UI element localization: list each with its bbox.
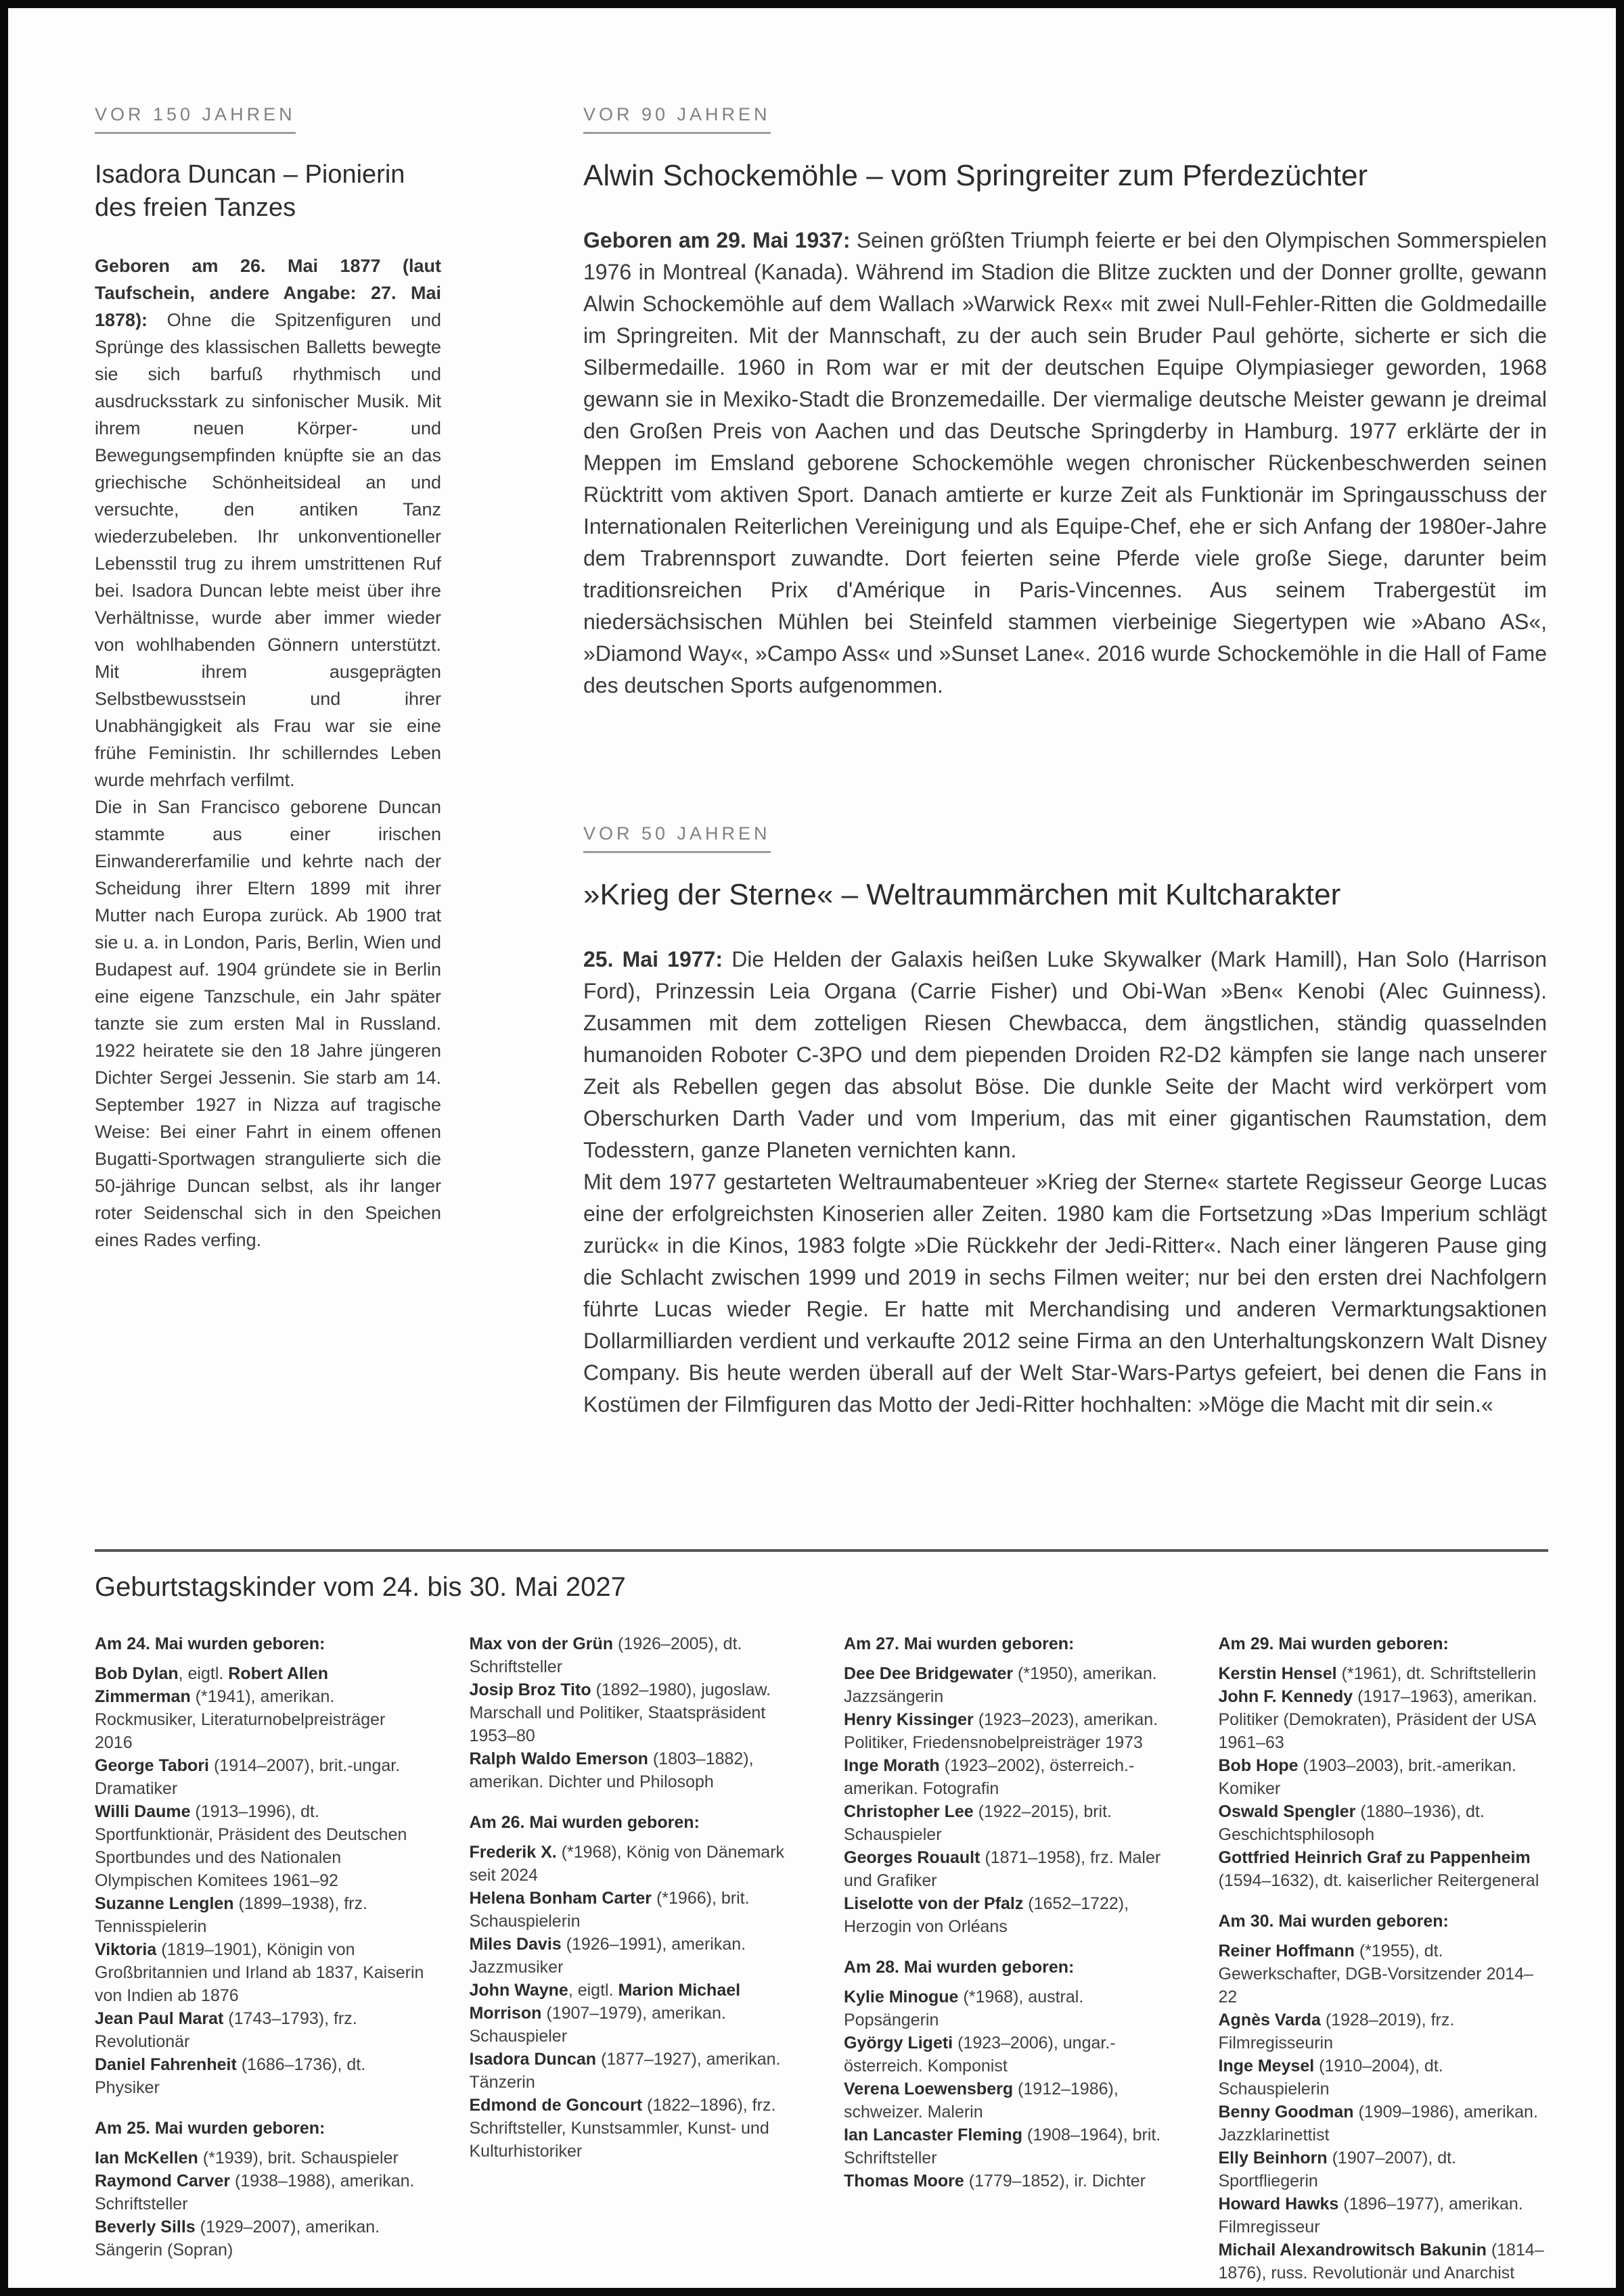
- person-description: (1819–1901), Königin von Großbritannien und Irland ab 1837, Kaiserin von Indien ab 1876: [95, 1940, 424, 2005]
- birthday-entry: [844, 2031, 1174, 2077]
- birthday-entry: [95, 2215, 425, 2261]
- birthday-entry: [1219, 1754, 1549, 1800]
- person-description: (*1939), brit. Schauspieler: [198, 2149, 399, 2167]
- person-name: Howard Hawks: [1218, 2195, 1339, 2213]
- person-description: (1912–1986), schweizer. Malerin: [844, 2080, 1119, 2121]
- paragraph: [583, 225, 1547, 702]
- person-name: Bob Dylan: [95, 1664, 179, 1683]
- birthdays-column-2: [470, 1632, 800, 2163]
- person-name: Benny Goodman: [1218, 2103, 1354, 2121]
- person-description: (1938–1988), amerikan. Schriftsteller: [95, 2172, 415, 2213]
- article-alwin-schockemoehle: [583, 104, 1547, 702]
- person-description: (1896–1977), amerikan. Filmregisseur: [1218, 2195, 1523, 2236]
- article-title: Alwin Schockemöhle – vom Springreiter zum Pferdezüchter: [583, 159, 1368, 192]
- birthdays-column-1: [95, 1632, 425, 2261]
- birthday-day-header: Am 25. Mai wurden geboren:: [95, 2119, 325, 2138]
- birthday-entry: [1219, 1685, 1549, 1754]
- person-name: Daniel Fahrenheit: [95, 2055, 237, 2074]
- person-description: (1892–1980), jugoslaw. Marschall und Politiker, Staatspräsident 1953–80: [469, 1680, 771, 1745]
- paragraph-text: Ohne die Spitzenfiguren und Sprünge des klassischen Balletts bewegte sie sich barfuß rhythmisch und ausdrucksstark zu sinfonischer Musik. Mit ihrem neuen Körper- und Bewegungsempfinden knüpfte sie an das griechische Schönheitsideal an und versuchte, den antiken Tanz wiederzubeleben. Ihr unkonventioneller Lebensstil trug zu ihrem umstrittenen Ruf bei. Isadora Duncan lebte meist über ihre Verhältnisse, wurde aber immer wieder von wohlhabenden Gönnern unterstützt. Mit ihrem ausgeprägten Selbstbewusstsein und ihrer Unabhängigkeit als Frau war sie eine frühe Feministin. Ihr schillerndes Leben wurde mehrfach verfilmt.: [95, 310, 441, 791]
- birthday-entry: [95, 1754, 425, 1800]
- birthday-entry: [844, 1892, 1174, 1938]
- article-krieg-der-sterne: [583, 823, 1547, 1421]
- person-description: , eigtl.: [568, 1981, 618, 2000]
- birthdays-column-4: [1219, 1632, 1549, 2284]
- article-title: Isadora Duncan – Pionierin des freien Tanzes: [95, 160, 405, 222]
- birthday-entry: [844, 1800, 1174, 1846]
- birthday-day-header: Am 28. Mai wurden geboren:: [844, 1958, 1075, 1977]
- person-name: Beverly Sills: [95, 2218, 196, 2236]
- person-description: (1594–1632), dt. kaiserlicher Reitergeneral: [1218, 1871, 1539, 1890]
- person-description: (1923–2006), ungar.-österreich. Komponist: [844, 2034, 1116, 2075]
- person-name: Josip Broz Tito: [469, 1680, 591, 1699]
- birthdays-heading: Geburtstagskinder vom 24. bis 30. Mai 2027: [95, 1572, 626, 1602]
- birthday-entry: [95, 2053, 425, 2099]
- person-description: (1907–2007), dt. Sportfliegerin: [1218, 2149, 1457, 2190]
- birthday-entry: [470, 1678, 800, 1747]
- person-name: Dee Dee Bridgewater: [844, 1664, 1014, 1683]
- kicker-vor-150-jahren: VOR 150 JAHREN: [95, 104, 296, 134]
- person-name: Verena Loewensberg: [844, 2080, 1014, 2098]
- birthday-entry: [1219, 1846, 1549, 1892]
- article-body: [583, 225, 1547, 702]
- person-name: Inge Meysel: [1218, 2057, 1315, 2075]
- article-body: [583, 944, 1547, 1421]
- birthday-day-header: Am 26. Mai wurden geboren:: [469, 1813, 700, 1832]
- person-description: (1814–1876), russ. Revolutionär und Anarchist: [1218, 2241, 1544, 2282]
- paragraph: Mit dem 1977 gestarteten Weltraumabenteuer »Krieg der Sterne« startete Regisseur George Lucas eine der erfolgreichsten Kinoserien aller Zeiten. 1980 kam die Fortsetzung »Das Imperium schlägt zurück« in die Kinos, 1983 folgte »Die Rückkehr der Jedi-Ritter«. Nach einer längeren Pause ging die Schlacht zwischen 1999 und 2019 in sechs Filmen weiter; nur bei den ersten drei Nachfolgern führte Lucas wieder Regie. Er hatte mit Merchandising und anderen Vermarktungsaktionen Dollarmilliarden verdient und verkaufte 2012 seine Firma an den Unterhaltungskonzern Walt Disney Company. Bis heute werden überall auf der Welt Star-Wars-Partys gefeiert, bei denen die Fans in Kostümen der Filmfiguren das Motto der Jedi-Ritter hochhalten: »Möge die Macht mit dir sein.«: [583, 1170, 1547, 1417]
- birthday-day-header: Am 30. Mai wurden geboren:: [1218, 1912, 1449, 1931]
- person-description: (*1941), amerikan. Rockmusiker, Literaturnobelpreisträger 2016: [95, 1687, 386, 1752]
- birthday-day-header: Am 29. Mai wurden geboren:: [1218, 1634, 1449, 1653]
- birthday-entry: [1219, 2238, 1549, 2284]
- person-description: (1926–2005), dt. Schriftsteller: [469, 1634, 742, 1676]
- person-description: (*1961), dt. Schriftstellerin: [1336, 1664, 1537, 1683]
- birthday-entry: [470, 1747, 800, 1793]
- birthday-entry: [1219, 1662, 1549, 1685]
- birthdays-section: [95, 1549, 1548, 2284]
- person-description: (1880–1936), dt. Geschichtsphilosoph: [1218, 1802, 1485, 1844]
- person-name: Robert Allen Zimmerman: [95, 1664, 328, 1706]
- person-description: (1928–2019), frz. Filmregisseurin: [1218, 2011, 1455, 2052]
- person-name: Thomas Moore: [844, 2172, 964, 2190]
- person-description: (1686–1736), dt. Physiker: [95, 2055, 366, 2097]
- person-name: Ralph Waldo Emerson: [469, 1749, 648, 1768]
- birthday-entry: [844, 2169, 1174, 2192]
- person-description: (*1968), König von Dänemark seit 2024: [469, 1843, 785, 1885]
- person-name: Max von der Grün: [469, 1634, 614, 1653]
- paragraph: [95, 252, 441, 794]
- paragraph-text: Die Helden der Galaxis heißen Luke Skywalker (Mark Hamill), Han Solo (Harrison Ford), Prinzessin Leia Organa (Carrie Fisher) und Obi-Wan »Ben« Kenobi (Alec Guinness). Zusammen mit dem zotteligen Riesen Chewbacca, dem ängstlichen, ständig quasselnden humanoiden Roboter C-3PO und dem piependen Droiden R2-D2 kämpfen sie lange nach unserer Zeit als Rebellen gegen das absolut Böse. Die dunkle Seite der Macht wird verkörpert vom Oberschurken Darth Vader und vom Imperium, das mit einer gigantischen Raumstation, dem Todesstern, ganze Planeten vernichten kann.: [583, 947, 1548, 1163]
- person-name: Raymond Carver: [95, 2172, 231, 2190]
- birthday-entry: [844, 1662, 1174, 1708]
- birthday-entry: [1219, 2100, 1549, 2146]
- article-title: »Krieg der Sterne« – Weltraummärchen mit Kultcharakter: [583, 878, 1341, 911]
- person-name: George Tabori: [95, 1756, 210, 1775]
- birthday-entry: [470, 1841, 800, 1887]
- person-name: Suzanne Lenglen: [95, 1894, 234, 1913]
- article-lead: 25. Mai 1977:: [583, 947, 723, 972]
- person-name: Inge Morath: [844, 1756, 940, 1775]
- birthday-entry: [1219, 1939, 1549, 2008]
- person-description: (1923–2023), amerikan. Politiker, Friedensnobelpreisträger 1973: [844, 1710, 1158, 1752]
- person-description: (1899–1938), frz. Tennisspielerin: [95, 1894, 367, 1936]
- person-name: Henry Kissinger: [844, 1710, 974, 1729]
- person-name: Georges Rouault: [844, 1848, 980, 1867]
- person-description: (1910–2004), dt. Schauspielerin: [1218, 2057, 1443, 2098]
- kicker-vor-50-jahren: VOR 50 JAHREN: [583, 823, 771, 853]
- person-description: (1923–2002), österreich.-amerikan. Fotografin: [844, 1756, 1135, 1798]
- person-name: Oswald Spengler: [1218, 1802, 1356, 1821]
- birthday-entry: [1219, 2146, 1549, 2192]
- person-name: Edmond de Goncourt: [469, 2096, 643, 2115]
- person-description: (*1955), dt. Gewerkschafter, DGB-Vorsitzender 2014–22: [1218, 1942, 1534, 2006]
- person-name: Liselotte von der Pfalz: [844, 1894, 1024, 1913]
- person-description: (1743–1793), frz. Revolutionär: [95, 2009, 357, 2051]
- article-lead: Geboren am 29. Mai 1937:: [583, 228, 851, 253]
- person-description: (1909–1986), amerikan. Jazzklarinettist: [1218, 2103, 1538, 2144]
- person-name: John F. Kennedy: [1218, 1687, 1353, 1706]
- person-description: (1929–2007), amerikan. Sängerin (Sopran): [95, 2218, 380, 2259]
- birthday-day-header: Am 27. Mai wurden geboren:: [844, 1634, 1075, 1653]
- person-name: Frederik X.: [469, 1843, 557, 1862]
- person-name: Helena Bonham Carter: [469, 1889, 652, 1908]
- person-description: (1922–2015), brit. Schauspieler: [844, 1802, 1112, 1844]
- article-isadora-duncan: [95, 104, 441, 1254]
- birthday-entry: [470, 2094, 800, 2163]
- person-name: Elly Beinhorn: [1218, 2149, 1328, 2167]
- person-description: (1803–1882), amerikan. Dichter und Philosoph: [469, 1749, 754, 1791]
- person-name: Reiner Hoffmann: [1218, 1942, 1355, 1960]
- birthday-entry: [95, 1892, 425, 1938]
- birthday-entry: [95, 1800, 425, 1892]
- person-name: Christopher Lee: [844, 1802, 974, 1821]
- birthday-entry: [95, 2007, 425, 2053]
- person-description: (1926–1991), amerikan. Jazzmusiker: [469, 1935, 746, 1977]
- person-description: (*1968), austral. Popsängerin: [844, 1988, 1084, 2029]
- person-name: Miles Davis: [469, 1935, 562, 1954]
- person-name: Isadora Duncan: [469, 2050, 597, 2069]
- person-name: György Ligeti: [844, 2034, 953, 2052]
- birthday-entry: [95, 1662, 425, 1754]
- paragraph: Die in San Francisco geborene Duncan stammte aus einer irischen Einwandererfamilie und kehrte nach der Scheidung ihrer Eltern 1899 mit ihrer Mutter nach Europa zurück. Ab 1900 trat sie u. a. in London, Paris, Berlin, Wien und Budapest auf. 1904 gründete sie in Berlin eine eigene Tanzschule, ein Jahr später tanzte sie zum ersten Mal in Russland. 1922 heiratete sie den 18 Jahre jüngeren Dichter Sergei Jessenin. Sie starb am 14. September 1927 in Nizza auf tragische Weise: Bei einer Fahrt in einem offenen Bugatti-Sportwagen strangulierte sich die 50-jährige Duncan selbst, als ihr langer roter Seidenschal sich in den Speichen eines Rades verfing.: [95, 797, 441, 1251]
- kicker-vor-90-jahren: VOR 90 JAHREN: [583, 104, 771, 134]
- person-description: (1913–1996), dt. Sportfunktionär, Präsident des Deutschen Sportbundes und des Nationalen Olympischen Komitees 1961–92: [95, 1802, 407, 1890]
- person-name: John Wayne: [469, 1981, 568, 2000]
- person-description: , eigtl.: [178, 1664, 229, 1683]
- person-name: Viktoria: [95, 1940, 157, 1959]
- birthday-entry: [1219, 1800, 1549, 1846]
- person-name: Bob Hope: [1218, 1756, 1299, 1775]
- birthday-entry: [1219, 2054, 1549, 2100]
- person-name: Kerstin Hensel: [1218, 1664, 1337, 1683]
- person-description: (1903–2003), brit.-amerikan. Komiker: [1218, 1756, 1516, 1798]
- birthday-entry: [844, 1985, 1174, 2031]
- person-description: (1779–1852), ir. Dichter: [964, 2172, 1146, 2190]
- person-description: (1914–2007), brit.-ungar. Dramatiker: [95, 1756, 401, 1798]
- birthday-entry: [844, 2123, 1174, 2169]
- person-description: (1907–1979), amerikan. Schauspieler: [469, 2004, 726, 2046]
- person-description: (1871–1958), frz. Maler und Grafiker: [844, 1848, 1161, 1890]
- birthday-entry: [95, 2146, 425, 2169]
- person-name: Gottfried Heinrich Graf zu Pappenheim: [1218, 1848, 1531, 1867]
- birthday-day-header: Am 24. Mai wurden geboren:: [95, 1634, 325, 1653]
- person-description: (*1950), amerikan. Jazzsängerin: [844, 1664, 1157, 1706]
- birthday-entry: [1219, 2192, 1549, 2238]
- article-body: [95, 252, 441, 1254]
- person-name: Michail Alexandrowitsch Bakunin: [1218, 2241, 1487, 2259]
- birthday-entry: [470, 2048, 800, 2094]
- person-description: (1908–1964), brit. Schriftsteller: [844, 2126, 1161, 2167]
- birthday-entry: [95, 1938, 425, 2007]
- person-name: Ian McKellen: [95, 2149, 198, 2167]
- person-name: Willi Daume: [95, 1802, 191, 1821]
- person-description: (1917–1963), amerikan. Politiker (Demokraten), Präsident der USA 1961–63: [1218, 1687, 1537, 1752]
- person-name: Ian Lancaster Fleming: [844, 2126, 1022, 2144]
- birthdays-grid: [95, 1632, 1548, 2284]
- birthdays-column-3: [844, 1632, 1174, 2192]
- paragraph: [583, 944, 1547, 1166]
- person-name: Jean Paul Marat: [95, 2009, 224, 2028]
- birthday-entry: [470, 1933, 800, 1979]
- birthday-entry: [844, 1846, 1174, 1892]
- paragraph-text: Seinen größten Triumph feierte er bei den Olympischen Sommerspielen 1976 in Montreal (Kanada). Während im Stadion die Blitze zuckten und der Donner grollte, gewann Alwin Schockemöhle auf dem Wallach »Warwick Rex« mit zwei Null-Fehler-Ritten die Goldmedaille im Springreiten. Mit der Mannschaft, zu der auch sein Bruder Paul gehörte, sicherte er sich die Silbermedaille. 1960 in Rom war er mit der deutschen Equipe Olympiasieger geworden, 1968 gewann sie in Mexiko-Stadt die Bronzemedaille. Der viermalige deutsche Meister gewann je dreimal den Großen Preis von Aachen und das Deutsche Springderby in Hamburg. 1977 erklärte der in Meppen im Emsland geborene Schockemöhle wegen chronischer Rückenbeschwerden seinen Rücktritt vom aktiven Sport. Danach amtierte er kurze Zeit als Funktionär im Springausschuss der Internationalen Reiterlichen Vereinigung und als Equipe-Chef, ehe er sich Anfang der 1980er-Jahre dem Trabrennsport zuwandte. Dort feierten seine Pferde viele große Siege, darunter beim traditionsreichen Prix d'Amérique in Paris-Vincennes. Aus seinem Trabergestüt im niedersächsischen Mühlen bei Steinfeld stammen vierbeinige Siegertypen wie »Abano AS«, »Diamond Way«, »Campo Ass« und »Sunset Lane«. 2016 wurde Schockemöhle in die Hall of Fame des deutschen Sports aufgenommen.: [583, 228, 1548, 698]
- birthday-entry: [95, 2169, 425, 2215]
- person-name: Kylie Minogue: [844, 1988, 959, 2006]
- person-description: (1652–1722), Herzogin von Orléans: [844, 1894, 1129, 1936]
- person-name: Marion Michael Morrison: [469, 1981, 741, 2023]
- person-description: (*1966), brit. Schauspielerin: [469, 1889, 750, 1931]
- person-description: (1822–1896), frz. Schriftsteller, Kunstsammler, Kunst- und Kulturhistoriker: [469, 2096, 776, 2161]
- person-name: Agnès Varda: [1218, 2011, 1321, 2029]
- birthday-entry: [844, 1754, 1174, 1800]
- birthday-entry: [470, 1979, 800, 2048]
- birthday-entry: [844, 2077, 1174, 2123]
- birthday-entry: [470, 1887, 800, 1933]
- birthday-entry: [1219, 2008, 1549, 2054]
- birthday-entry: [844, 1708, 1174, 1754]
- article-lead: Geboren am 26. Mai 1877 (laut Taufschein, andere Angabe: 27. Mai 1878):: [95, 256, 441, 331]
- birthday-entry: [470, 1632, 800, 1678]
- person-description: (1877–1927), amerikan. Tänzerin: [469, 2050, 781, 2092]
